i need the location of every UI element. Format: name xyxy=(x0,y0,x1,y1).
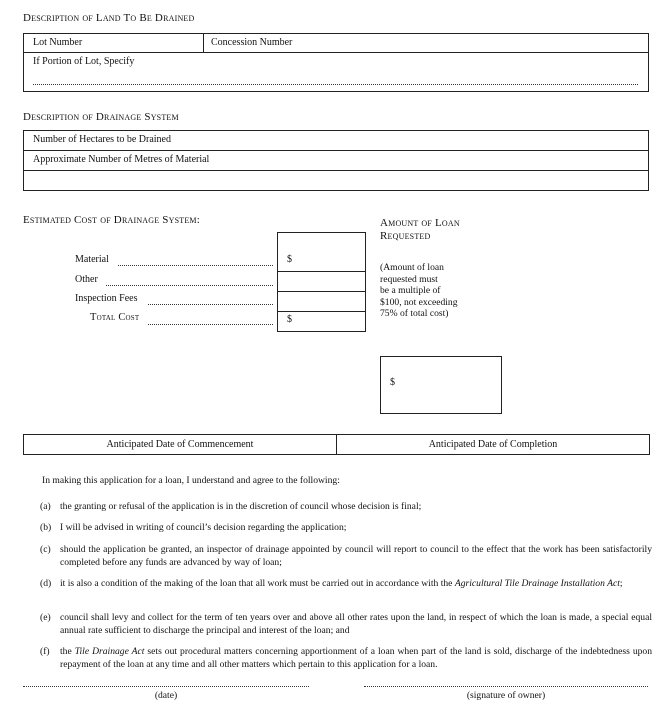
loan-note-line: 75% of total cost) xyxy=(380,308,449,319)
cost-section-heading: Estimated Cost of Drainage System: xyxy=(23,214,200,226)
clause-d-text: ; xyxy=(619,578,623,589)
clause-d-number: (d) xyxy=(40,578,52,589)
clause-f-text: sets out procedural matters concerning apportionment of a loan when part of the land is sold, discharge of the indebtedness upon repayment of the loan at any time and all other matters which pertain to this application for a loan. xyxy=(60,646,653,670)
leader-dots xyxy=(106,285,273,286)
inspection-fees-label: Inspection Fees xyxy=(75,293,138,304)
clause-d-act-title: Agricultural Tile Drainage Installation Act xyxy=(454,578,620,589)
clause-e: council shall levy and collect for the term of ten years over and above all other rates upon the land, in respect of which the loan is made, a special equal annual rate sufficient to discharge the principal and interest of the loan; and xyxy=(60,612,652,636)
loan-currency: $ xyxy=(390,377,395,388)
clause-f-act-title: Tile Drainage Act xyxy=(74,646,145,657)
clause-f xyxy=(60,645,652,671)
clause-c: should the application be granted, an inspector of drainage appointed by council will report to council to the effect that the work has been satisfactorily completed before any funds are advanced by way of loan; xyxy=(60,544,652,568)
loan-note-line: be a multiple of xyxy=(380,285,441,296)
clause-e-number: (e) xyxy=(40,612,51,623)
clause-a: the granting or refusal of the application is in the discretion of council whose decision is final; xyxy=(60,501,422,512)
land-section-heading: Description of Land To Be Drained xyxy=(23,12,195,24)
owner-signature-line[interactable] xyxy=(364,686,648,687)
portion-of-lot-label: If Portion of Lot, Specify xyxy=(33,56,135,67)
clause-b: I will be advised in writing of council’s decision regarding the application; xyxy=(60,522,347,533)
loan-heading-line2: Requested xyxy=(380,230,431,242)
loan-note xyxy=(380,262,458,320)
clause-f-text: the xyxy=(60,646,75,657)
loan-heading-line1: Amount of Loan xyxy=(380,217,460,229)
clause-f-number: (f) xyxy=(40,646,50,657)
total-currency: $ xyxy=(287,314,292,325)
loan-amount-field[interactable] xyxy=(380,356,502,414)
leader-dots xyxy=(118,265,273,266)
loan-note-line: requested must xyxy=(380,273,438,285)
clause-c-number: (c) xyxy=(40,544,51,555)
other-amount-field[interactable] xyxy=(278,272,365,291)
clause-d xyxy=(60,577,652,590)
divider xyxy=(23,52,649,53)
completion-date-field[interactable]: Anticipated Date of Completion xyxy=(428,439,558,450)
material-label: Material xyxy=(75,254,109,265)
total-cost-label: Total Cost xyxy=(90,312,140,323)
date-signature-line[interactable] xyxy=(23,686,309,687)
divider xyxy=(23,150,649,151)
metres-field[interactable]: Approximate Number of Metres of Material xyxy=(33,154,210,165)
leader-dots xyxy=(148,304,273,305)
agreement-intro: In making this application for a loan, I understand and agree to the following: xyxy=(42,475,340,486)
drainage-section-heading: Description of Drainage System xyxy=(23,111,179,123)
owner-signature-caption: (signature of owner) xyxy=(466,690,546,701)
portion-of-lot-field[interactable] xyxy=(33,84,638,85)
material-amount-field[interactable] xyxy=(278,233,365,271)
inspection-amount-field[interactable] xyxy=(278,292,365,311)
lot-number-field[interactable]: Lot Number xyxy=(33,37,83,48)
clause-a-number: (a) xyxy=(40,501,51,512)
date-caption: (date) xyxy=(154,690,178,701)
hectares-field[interactable]: Number of Hectares to be Drained xyxy=(33,134,171,145)
clause-b-number: (b) xyxy=(40,522,52,533)
clause-d-text: it is also a condition of the making of the loan that all work must be carried out in accordance with the xyxy=(60,578,455,589)
material-currency: $ xyxy=(287,254,292,265)
loan-note-line: $100, not exceeding xyxy=(380,296,458,308)
other-label: Other xyxy=(75,274,98,285)
drainage-blank-row[interactable] xyxy=(24,171,648,190)
commencement-date-field[interactable]: Anticipated Date of Commencement xyxy=(106,439,254,450)
loan-section-heading xyxy=(380,217,460,243)
loan-note-line: (Amount of loan xyxy=(380,262,444,273)
divider xyxy=(203,33,204,53)
leader-dots xyxy=(148,324,273,325)
concession-number-field[interactable]: Concession Number xyxy=(211,37,293,48)
